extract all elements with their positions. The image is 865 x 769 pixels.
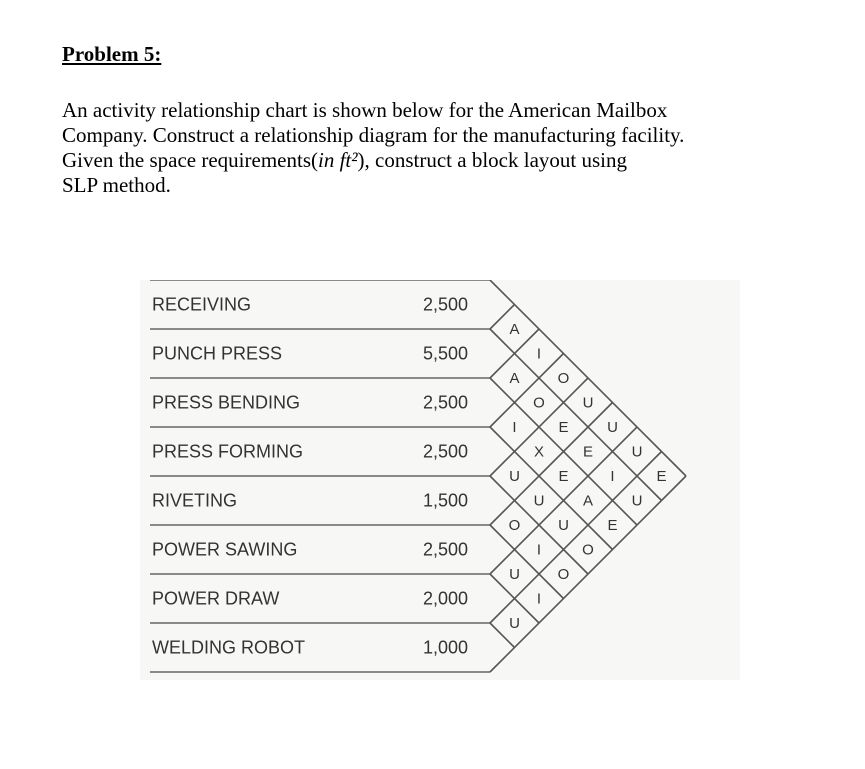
statement-line-1: An activity relationship chart is shown below for the American Mailbox	[62, 98, 668, 122]
statement-line-2: Company. Construct a relationship diagram for the manufacturing facility.	[62, 123, 685, 147]
statement-line-4: SLP method.	[62, 173, 171, 197]
relationship-code: I	[536, 345, 542, 363]
relationship-chart-svg	[140, 280, 740, 680]
department-name: PUNCH PRESS	[152, 343, 283, 364]
relationship-code: E	[656, 467, 667, 485]
department-area: 2,500	[422, 294, 468, 315]
relationship-code: I	[536, 541, 542, 559]
relationship-code: U	[509, 565, 520, 583]
statement-line-3	[62, 148, 842, 173]
problem-heading: Problem 5:	[62, 42, 162, 66]
department-area: 5,500	[422, 343, 468, 364]
department-name: POWER SAWING	[152, 539, 298, 560]
relationship-code: O	[508, 516, 521, 534]
problem-statement	[62, 98, 842, 198]
department-name: PRESS BENDING	[152, 392, 301, 413]
department-area: 2,500	[422, 392, 468, 413]
activity-relationship-chart	[140, 280, 740, 680]
relationship-code: I	[536, 590, 542, 608]
grid-line-descending	[490, 525, 564, 599]
relationship-code: A	[582, 492, 594, 510]
grid-line-ascending	[490, 354, 564, 428]
relationship-code: E	[558, 467, 569, 485]
department-area: 2,500	[422, 539, 468, 560]
relationship-code: U	[582, 394, 594, 412]
statement-line-3-start: Given the space requirements(	[62, 148, 318, 172]
relationship-code: O	[557, 565, 570, 583]
unit-math: in ft²	[317, 148, 358, 172]
relationship-code: U	[509, 614, 520, 632]
department-name: RIVETING	[152, 490, 238, 511]
relationship-code: X	[533, 443, 545, 461]
relationship-code: A	[509, 369, 520, 387]
relationship-code: O	[533, 394, 545, 412]
department-name: WELDING ROBOT	[152, 637, 306, 658]
grid-line-ascending	[490, 403, 613, 526]
relationship-code: U	[509, 467, 520, 485]
relationship-code: O	[557, 369, 570, 387]
relationship-code: U	[631, 492, 643, 510]
relationship-code: E	[582, 443, 594, 461]
relationship-code: U	[558, 516, 569, 534]
department-area: 1,500	[422, 490, 468, 511]
department-name: POWER DRAW	[152, 588, 280, 609]
relationship-code: O	[582, 541, 594, 559]
department-name: RECEIVING	[152, 294, 252, 315]
relationship-code: A	[509, 320, 520, 338]
relationship-code: E	[558, 418, 569, 436]
statement-line-3-end: ), construct a block layout using	[357, 148, 627, 172]
department-area: 1,000	[422, 637, 468, 658]
relationship-code: U	[631, 443, 643, 461]
relationship-code: E	[607, 516, 618, 534]
department-area: 2,000	[422, 588, 468, 609]
relationship-code: I	[512, 418, 517, 436]
department-area: 2,500	[422, 441, 468, 462]
relationship-code: I	[610, 467, 615, 485]
relationship-code: U	[533, 492, 545, 510]
department-name: PRESS FORMING	[152, 441, 304, 462]
relationship-code: U	[607, 418, 618, 436]
